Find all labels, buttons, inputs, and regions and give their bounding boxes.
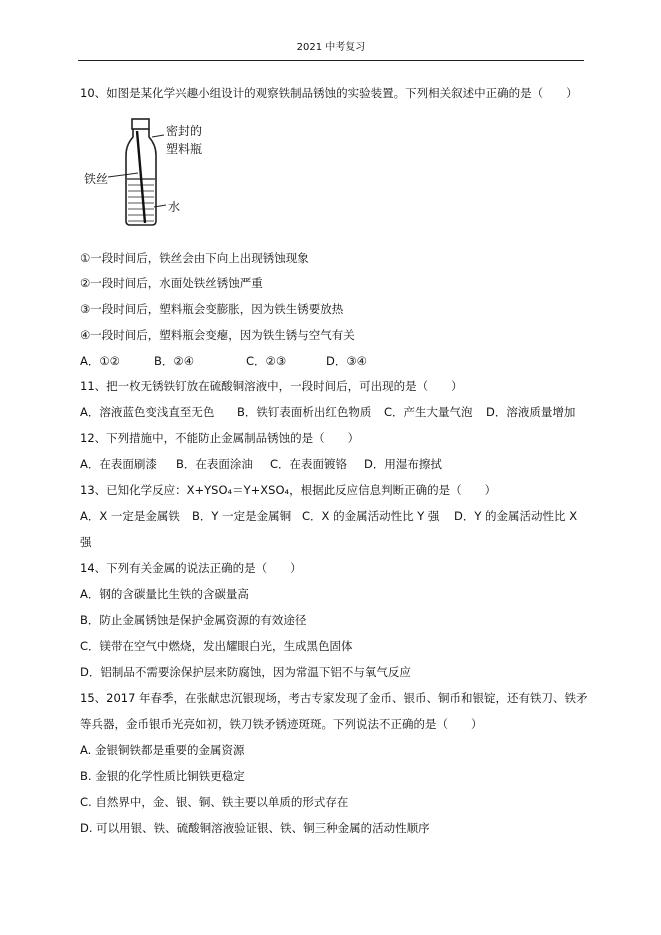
water-label: 水 <box>168 200 181 214</box>
question-15-stem-line2: 等兵器，金币银币光亮如初，铁刀铁矛锈迹斑斑。下列说法不正确的是（ ） <box>80 717 483 731</box>
q10-statement-2: ②一段时间后，水面处铁丝锈蚀严重 <box>80 276 263 290</box>
q10-option-a: A．①② <box>80 354 120 368</box>
q12-option-a: A．在表面刷漆 <box>80 457 157 471</box>
q10-option-b: B．②④ <box>154 354 195 368</box>
q12-option-c: C．在表面镀铬 <box>270 457 348 471</box>
q11-option-d: D．溶液质量增加 <box>486 405 576 419</box>
question-14-stem: 14、下列有关金属的说法正确的是（ ） <box>80 561 302 575</box>
q11-option-b: B．铁钉表面析出红色物质 <box>237 405 372 419</box>
q13-option-d-wrap: 强 <box>80 535 92 549</box>
q13-option-b: B．Y 一定是金属铜 <box>192 509 292 523</box>
question-15-stem-line1: 15、2017 年春季，在张献忠沉银现场，考古专家发现了金币、银币、铜币和银锭，还有铁刀、铁矛 <box>80 691 588 705</box>
q10-statement-1: ①一段时间后，铁丝会由下向上出现锈蚀现象 <box>80 251 309 265</box>
q13-option-d: D．Y 的金属活动性比 X <box>454 509 578 523</box>
q15-option-a: A. 金银铜铁都是重要的金属资源 <box>80 743 245 757</box>
page-header: 2021 中考复习 <box>296 42 366 53</box>
q11-option-a: A．溶液蓝色变浅直至无色 <box>80 405 215 419</box>
wire-label: 铁丝 <box>84 172 109 186</box>
q14-option-c: C．镁带在空气中燃烧，发出耀眼白光，生成黑色固体 <box>80 639 353 653</box>
q14-option-b: B．防止金属锈蚀是保护金属资源的有效途径 <box>80 613 307 627</box>
q13-option-c: C．X 的金属活动性比 Y 强 <box>302 509 440 523</box>
q15-option-b: B. 金银的化学性质比铜铁更稳定 <box>80 769 245 783</box>
q11-option-c: C．产生大量气泡 <box>384 405 473 419</box>
q10-option-d: D．③④ <box>326 354 367 368</box>
q10-option-c: C．②③ <box>246 354 287 368</box>
q15-option-d: D. 可以用银、铁、硫酸铜溶液验证银、铁、铜三种金属的活动性顺序 <box>80 821 430 835</box>
header-divider <box>78 60 584 61</box>
wire-leader-line <box>108 173 138 177</box>
bottle-cap <box>132 119 149 129</box>
q12-option-b: B．在表面涂油 <box>176 457 253 471</box>
q12-option-d: D．用湿布擦拭 <box>364 457 442 471</box>
bottle-label-line1: 密封的 <box>166 124 203 138</box>
question-11-stem: 11、把一枚无锈铁钉放在硫酸铜溶液中，一段时间后，可出现的是（ ） <box>80 379 463 393</box>
q15-option-c: C. 自然界中，金、银、铜、铁主要以单质的形式存在 <box>80 795 349 809</box>
bottle-leader-line <box>152 135 164 137</box>
q10-statement-3: ③一段时间后，塑料瓶会变膨胀，因为铁生锈要放热 <box>80 302 344 316</box>
question-13-stem: 13、已知化学反应：X+YSO₄＝Y+XSO₄，根据此反应信息判断正确的是（ ） <box>80 483 497 497</box>
question-10-figure <box>82 113 227 233</box>
bottle-label-line2: 塑料瓶 <box>166 142 203 156</box>
q10-statement-4: ④一段时间后，塑料瓶会变瘪，因为铁生锈与空气有关 <box>80 328 355 342</box>
q14-option-d: D．铝制品不需要涂保护层来防腐蚀，因为常温下铝不与氧气反应 <box>80 665 411 679</box>
bottle-experiment-diagram <box>82 113 227 233</box>
question-10-stem: 10、如图是某化学兴趣小组设计的观察铁制品锈蚀的实验装置。下列相关叙述中正确的是（ ） <box>80 86 578 100</box>
question-12-stem: 12、下列措施中，不能防止金属制品锈蚀的是（ ） <box>80 431 360 445</box>
q14-option-a: A．钢的含碳量比生铁的含碳量高 <box>80 587 249 601</box>
q13-option-a: A．X 一定是金属铁 <box>80 509 180 523</box>
